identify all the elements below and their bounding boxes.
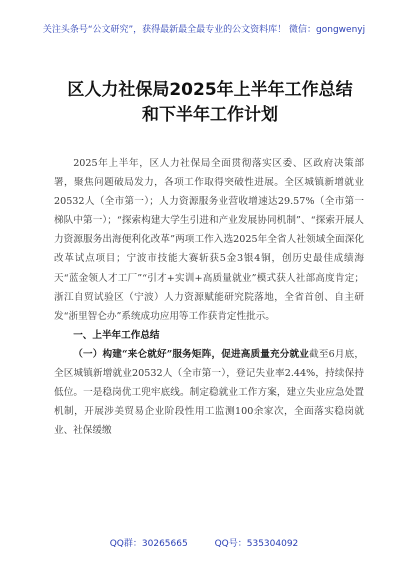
section-heading: 一、上半年工作总结 [73,329,160,341]
subsection-label: （一）构建“来仑就好”服务矩阵，促进高质量充分就业 [73,348,310,360]
document-title [40,78,380,128]
footer [0,536,408,549]
subsection-paragraph [54,345,364,440]
title-line-1: 区人力社保局2025年上半年工作总结 [67,80,353,100]
title-line-2: 和下半年工作计划 [142,105,278,125]
document-body [54,154,364,440]
footer-qq-number: QQ号：535304092 [214,539,299,549]
header-note: 关注头条号“公文研究”，获得最新最全最专业的公文资料库！ 微信：gongwenyj [42,25,366,35]
subsection-text: 截至6月底，全区城镇新增就业20532人（全市第一），登记失业率2.44%，持续保持低位。一是稳岗优工兜牢底线。制定稳就业工作方案，建立失业应急处置机制，开展涉美贸易企业阶段性用工监测100余家次，全面落实稳岗就业、社保缓缴 [54,348,364,437]
intro-paragraph: 2025年上半年，区人力社保局全面贯彻落实区委、区政府决策部署，聚焦问题破局发力，各项工作取得突破性进展。全区城镇新增就业20532人（全市第一）；人力资源服务业营收增速达29.57%（全市第一梯队中第一）；“探索构建大学生引进和产业发展协同机制”、“探索开展人力资源服务出海便利化改革”两项工作入选2025年全省人社领域全面深化改革试点项目；宁波市技能大赛斩获5金3银4铜，创历史最佳成绩海天“蓝金领人才工厂”“引才+实训+高质量就业”模式获人社部高度肯定；浙江自贸试验区（宁波）人力资源赋能研究院落地，全省首创、自主研发“浙里智仑办”系统成功应用等工作获肯定性批示。 [54,158,364,322]
footer-qq-group: QQ群：30265665 [109,539,188,549]
